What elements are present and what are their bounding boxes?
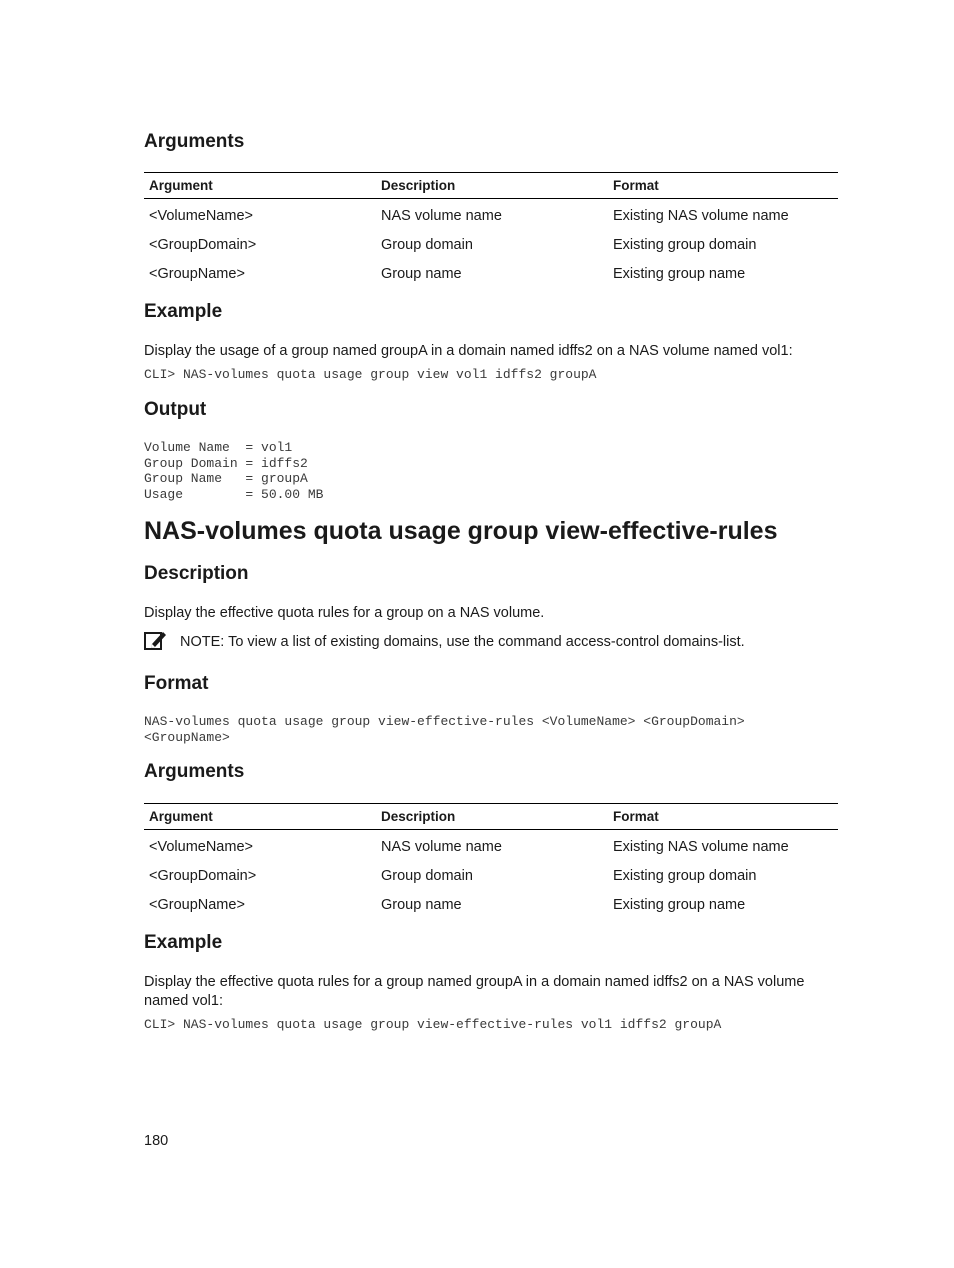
output-line: Group Name = groupA (144, 471, 308, 486)
output-line: Volume Name = vol1 (144, 440, 293, 455)
table-header-row (144, 804, 838, 830)
column-header-description: Description (376, 804, 608, 830)
column-header-argument: Argument (144, 173, 376, 199)
output-block (144, 440, 323, 502)
description-text: Display the effective quota rules for a group on a NAS volume. (144, 605, 545, 621)
table-cell: <GroupName> (149, 896, 245, 913)
example-text: Display the usage of a group named groupA in a domain named idffs2 on a NAS volume named vol1: (144, 343, 793, 359)
table-cell: Group domain (381, 867, 473, 884)
table-cell: NAS volume name (381, 207, 502, 224)
format-block (144, 714, 745, 745)
arguments-heading: Arguments (144, 131, 245, 152)
table-cell: Existing NAS volume name (613, 838, 789, 855)
section-title: NAS-volumes quota usage group view-effective-rules (144, 517, 778, 545)
table-row (144, 230, 838, 259)
arguments-heading-2: Arguments (144, 761, 245, 782)
table-cell: Group name (381, 265, 462, 282)
output-heading: Output (144, 399, 207, 420)
column-header-format: Format (608, 173, 838, 199)
format-line: <GroupName> (144, 729, 230, 745)
table-row (144, 259, 838, 288)
table-cell: Group name (381, 896, 462, 913)
description-heading: Description (144, 563, 249, 584)
example-cli: CLI> NAS-volumes quota usage group view vol1 idffs2 groupA (144, 367, 597, 382)
arguments-table-2 (144, 803, 838, 919)
table-row (144, 890, 838, 919)
table-cell: Existing group name (613, 265, 746, 282)
table-cell: <VolumeName> (149, 207, 253, 224)
table-row (144, 861, 838, 890)
table-row (144, 199, 838, 231)
column-header-argument: Argument (144, 804, 376, 830)
table-cell: Existing NAS volume name (613, 207, 789, 224)
format-heading: Format (144, 673, 209, 694)
table-row (144, 830, 838, 862)
note-text: To view a list of existing domains, use the command access-control domains-list. (224, 634, 745, 650)
example-cli-2: CLI> NAS-volumes quota usage group view-effective-rules vol1 idffs2 groupA (144, 1017, 722, 1032)
table-cell: NAS volume name (381, 838, 502, 855)
format-line: NAS-volumes quota usage group view-effective-rules <VolumeName> <GroupDomain> (144, 714, 745, 729)
column-header-description: Description (376, 173, 608, 199)
table-cell: <GroupDomain> (149, 236, 257, 253)
table-cell: Existing group domain (613, 236, 757, 253)
page-number: 180 (144, 1133, 169, 1149)
table-header-row (144, 173, 838, 199)
example-heading: Example (144, 301, 223, 322)
table-cell: Existing group name (613, 896, 746, 913)
table-cell: <GroupDomain> (149, 867, 257, 884)
arguments-table (144, 172, 838, 288)
pencil-note-icon (144, 630, 166, 650)
note-content (180, 634, 745, 650)
output-line: Usage = 50.00 MB (144, 486, 324, 502)
output-line: Group Domain = idffs2 (144, 455, 308, 471)
column-header-format: Format (608, 804, 838, 830)
table-cell: <VolumeName> (149, 838, 253, 855)
table-cell: Existing group domain (613, 867, 757, 884)
example-text-2: Display the effective quota rules for a group named groupA in a domain named idffs2 on a NAS volume named vol1: (144, 974, 805, 1009)
note-label: NOTE: (180, 634, 225, 650)
table-cell: Group domain (381, 236, 473, 253)
table-cell: <GroupName> (149, 265, 245, 282)
example-heading-2: Example (144, 932, 223, 953)
